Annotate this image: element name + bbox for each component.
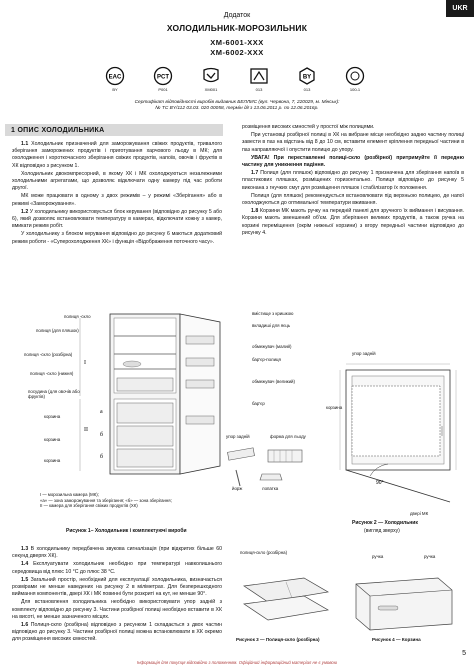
paragraph: 1.5 Загальний простір, необхідний для експлуатації холодильника, визначається розмірами не менше наведених на рисунку 2 в міліметрах. Для безперешкодного виймання компонентів, двері ХК і МК повинні бути розкриті на кут, не менше 90°.: [12, 576, 222, 598]
label-brush: йорж: [232, 486, 243, 491]
angle-label: 90°: [376, 480, 384, 486]
label-handle: ручка: [372, 554, 384, 559]
label-shelf-glass: полиця -скло: [64, 314, 91, 319]
label-basket-top: корзина: [326, 405, 343, 410]
figure2-subcaption: (вигляд зверху): [364, 528, 400, 534]
figure1-legend: І — морозильна камера (МК); «а» — зона заморожування та зберігання; «б» — зона зберігання; II — камера для зберігання свіжих продуктів (ХК): [40, 492, 172, 509]
cert-mark: EAC BY: [100, 66, 130, 96]
label-rear-stop: упор задній: [226, 434, 250, 439]
paragraph: 1.2 У холодильнику використовується блок керування (відповідно до рисунку 5 або 6), який дозволяє встановлювати температуру в камерах, відключати кожну з камер, вмикати режим робіт.: [12, 208, 222, 230]
zone-mark: а: [100, 409, 103, 415]
label-shelf-glass-lower: полиця -скло (нижня): [30, 371, 74, 376]
label-handle: ручка: [424, 554, 436, 559]
label-limiter-small: обмежувач (малий): [252, 344, 292, 349]
left-column-text: [12, 141, 222, 247]
cert-mark: BY 013: [292, 66, 322, 96]
paragraph: МК може працювати в одному з двох режимів – у режимі «Зберігання» або в режимі «Заморожування».: [12, 193, 222, 207]
paragraph: 1.4 Експлуатувати холодильник необхідно при температурі навколишнього середовища від плюс 10 °С до плюс 38 °С.: [12, 561, 222, 575]
cert-ukrsepro-icon: [201, 66, 221, 86]
warning-paragraph: УВАГА! При переставленні полиці-скло (розбірної) притримуйте її передню частину для уникнення падіння.: [242, 154, 464, 169]
top-view-illustration: [330, 356, 470, 511]
lower-left-text: [12, 546, 222, 645]
figure2-caption: Рисунок 2 — Холодильник: [352, 520, 418, 526]
label-ice-tray: форма для льоду: [270, 434, 306, 439]
cert-mark: PCT Р001: [148, 66, 178, 96]
paragraph: 1.7 Полиця (для пляшок) відповідно до рисунку 1 призначена для зберігання напоїв в пластикових пляшках, розміщених горизонтально. Полиця відповідно до рисунку 5 виконана з гнучких смуг для розміщення пляшок і стабілізатор їх положення.: [242, 170, 464, 191]
figure4-caption: Рисунок 4 — Корзина: [372, 637, 421, 642]
paragraph: 1.6 Полиця-скло (розбірна) відповідно з рисунком 1 складається з двох частин відповідно до рисунку 3. Частини розбірної полиці можна встановлювати в ХК окремо для розміщення високих ємностей.: [12, 622, 222, 643]
figure1-caption: Рисунок 1– Холодильник і комплектуючі вироби: [66, 528, 187, 534]
label-split-shelf: полиця-скло (розбірна): [240, 550, 288, 555]
cert-stb-icon: [249, 66, 269, 86]
split-shelf-illustration: [234, 556, 334, 636]
label-basket: корзина: [44, 437, 61, 442]
label-barrier-shelf: бар'єр-полиця: [252, 357, 281, 362]
cert-mark: 100-1: [340, 66, 370, 96]
label-scraper: лопатка: [262, 486, 279, 491]
footer-note: Інформація для покупця відповідно з положенням. Офіційний інформаційний матеріал не є умовою: [136, 660, 338, 665]
certification-marks: [100, 66, 370, 96]
cert-pct-icon: [153, 66, 173, 86]
zone-mark: II: [84, 427, 88, 433]
addendum-label: Додаток: [223, 12, 251, 19]
page-number: 5: [462, 650, 466, 657]
document-title: ХОЛОДИЛЬНИК-МОРОЗИЛЬНИК: [166, 23, 308, 33]
basket-illustration: [348, 564, 458, 644]
zone-mark: б: [100, 432, 104, 438]
model-number-2: ХМ-6002-ХХХ: [210, 48, 264, 57]
paragraph: Холодильник двокомпресорний, в якому ХК і МК охолоджуються незалежними холодильними агрегатами, що дозволяє відключати одну камеру під час роботи другої.: [12, 170, 222, 192]
accessories-illustration: [222, 440, 312, 490]
zone-mark: б: [100, 454, 104, 460]
section-heading: 1 ОПИС ХОЛОДИЛЬНИКА: [5, 124, 223, 136]
paragraph: розміщення високих ємностей у простої між полицями.: [242, 124, 375, 130]
label-bottle-shelf: полиця (для пляшок): [36, 328, 79, 333]
label-shelf-glass-split: полиця -скло (розбірна): [24, 352, 73, 357]
label-barrier: бар'єр: [252, 401, 265, 406]
label-egg-inserts: вкладиші для яєць: [252, 323, 291, 328]
certificate-note: Сертифікат відповідності виробів видавник БЕЛЛИС (вул. Червона, 7, 220029, м. Мінськ): № ТС BY/112 03.03. 020 00058, термін дії з 13.06.2011 р. по 12.06.2016р.: [134, 100, 340, 111]
cert-eac-icon: [105, 66, 125, 86]
label-basket: корзина: [44, 414, 61, 419]
paragraph: Полиця (для пляшок) рекомендується встановлювати під верхньою полицею, де напої охолоджуються до оптимальної температури вживання.: [242, 192, 464, 207]
paragraph: У холодильнику з блоком керування відповідно до рисунку 6 маються додатковий режим роботи - «Суперохолодження ХК» і функція «Відображення поточного часу».: [12, 231, 222, 245]
zone-mark: І: [84, 360, 86, 366]
cert-by-icon: [297, 66, 317, 86]
figure3-caption: Рисунок 3 — Полиця-скло (розбірна): [236, 637, 320, 642]
model-number-1: ХМ-6001-ХХХ: [210, 38, 264, 47]
paragraph: 1.3 В холодильнику передбачена звукова сигналізація (при відкритих більше 60 секунд дверях ХК).: [12, 546, 222, 560]
label-rear-stop-top: упор задній: [352, 351, 376, 356]
paragraph: При установці розбірної полиці в ХК на вибране місце необхідно задню частину полиці завести в паз на відстань від 8 до 10 см, вставити елемент кріплення передньої частини в паз направляючої і опустити полицю до упору.: [242, 132, 464, 153]
svg-text:EAC: EAC: [108, 74, 122, 81]
svg-text:BY: BY: [302, 74, 312, 81]
label-vegetable-container: посудина (для овочів або фруктів): [28, 389, 80, 399]
label-basket: корзина: [44, 458, 61, 463]
right-column-text: [242, 124, 464, 238]
cert-iso-icon: [345, 66, 365, 86]
label-limiter-large: обмежувач (великий): [252, 379, 295, 384]
cert-mark: XM001: [196, 66, 226, 96]
paragraph: Для встановлення холодильника необхідно використовувати упор задній з комплекту відповідно до рисунку 3. Частини розбірної полиці необхідно вставити в ХК на висоті, не менше зазначеного місцях.: [12, 599, 222, 620]
paragraph: 1.1 Холодильник призначений для заморожування свіжих продуктів, тривалого зберігання заморожених продуктів і приготування харчового льоду в МК; для охолодження і короткочасного зберігання свіжих продуктів, напоїв, овочів і фруктів в ХК відповідно з рисунком 1.: [12, 141, 222, 169]
label-freezer-door: двері МК: [410, 511, 429, 516]
cert-mark: 013: [244, 66, 274, 96]
paragraph: 1.8 Корзини МК мають ручку на передній панелі для зручного їх виймання і висування. Корзини мають зменшений об'єм. Для зберігання великих продуктів, а також ручка на корзині переміщення (окрім нижньої корзини) з вгору передньої частини відповідно до рисунку 4.: [242, 208, 464, 236]
label-container-lid: вмістище з кришкою: [252, 311, 294, 316]
svg-text:PCT: PCT: [157, 74, 169, 81]
language-tab: UKR: [446, 0, 474, 17]
